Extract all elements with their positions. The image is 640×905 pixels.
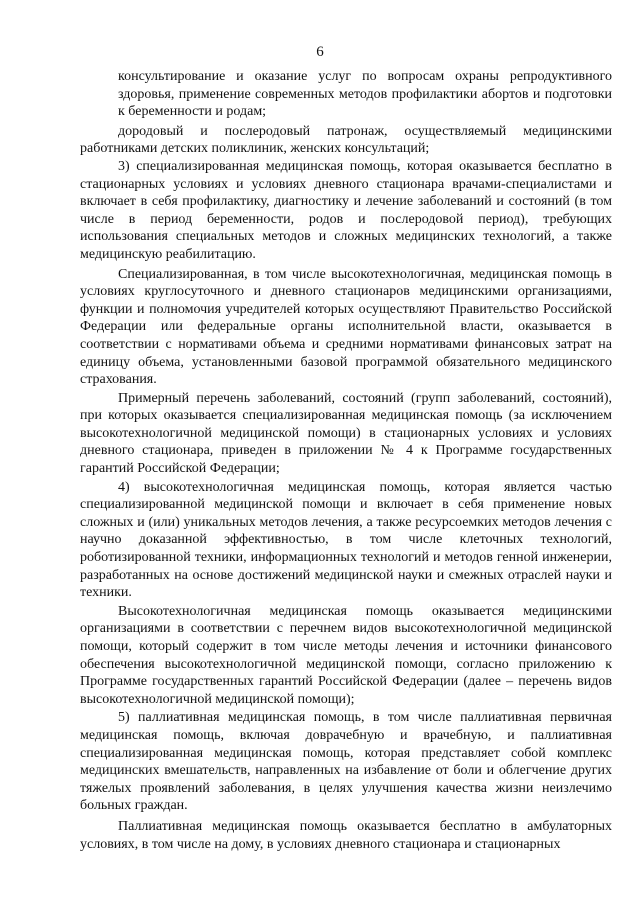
paragraph: Примерный перечень заболеваний, состояний (групп заболеваний, состояний), при которых оказывается специализированная медицинская помощь (за исключением высокотехнологичной медицинской помощи) в стационарных условиях и условиях дневного стационара, приведен в приложении № 4 к Программе государственных гарантий Российской Федерации;	[80, 390, 612, 477]
paragraph: Специализированная, в том числе высокотехнологичная, медицинская помощь в условиях круглосуточного и дневного стационаров медицинскими организациями, функции и полномочия учредителей которых осуществляют Правительство Российской Федерации или федеральные органы исполнительной власти, оказывается в соответствии с нормативами объема и средними нормативами финансовых затрат на единицу объема, установленными базовой программой обязательного медицинского страхования.	[80, 266, 612, 388]
paragraph: дородовый и послеродовый патронаж, осуществляемый медицинскими работниками детских поликлиник, женских консультаций;	[80, 123, 612, 157]
body-text	[80, 68, 612, 853]
paragraph: 5) паллиативная медицинская помощь, в том числе паллиативная первичная медицинская помощь, включая доврачебную и врачебную, и паллиативная специализированная медицинская помощь, которая представляет собой комплекс медицинских вмешательств, направленных на избавление от боли и облегчение других тяжелых проявлений заболевания, в целях улучшения качества жизни неизлечимо больных граждан.	[80, 710, 612, 814]
paragraph: Паллиативная медицинская помощь оказывается бесплатно в амбулаторных условиях, в том числе на дому, в условиях дневного стационара и стационарных	[80, 818, 612, 852]
paragraph: 3) специализированная медицинская помощь, которая оказывается бесплатно в стационарных условиях и условиях дневного стационара врачами-специалистами и включает в себя профилактику, диагностику и лечение заболеваний и состояний (в том числе в период беременности, родов и послеродовой период), требующих использования специальных методов и сложных медицинских технологий, а также медицинскую реабилитацию.	[80, 158, 612, 262]
page-number: 6	[316, 44, 324, 60]
paragraph: Высокотехнологичная медицинская помощь оказывается медицинскими организациями в соответствии с перечнем видов высокотехнологичной медицинской помощи, который содержит в том числе методы лечения и источники финансового обеспечения высокотехнологичной медицинской помощи, согласно приложению к Программе государственных гарантий Российской Федерации (далее – перечень видов высокотехнологичной медицинской помощи);	[80, 603, 612, 707]
paragraph: 4) высокотехнологичная медицинская помощь, которая является частью специализированной медицинской помощи и включает в себя применение новых сложных и (или) уникальных методов лечения, а также ресурсоемких методов лечения с научно доказанной эффективностью, в том числе клеточных технологий, роботизированной техники, информационных технологий и методов генной инженерии, разработанных на основе достижений медицинской науки и смежных отраслей науки и техники.	[80, 479, 612, 601]
paragraph: консультирование и оказание услуг по вопросам охраны репродуктивного здоровья, применение современных методов профилактики абортов и подготовки к беременности и родам;	[118, 69, 612, 120]
